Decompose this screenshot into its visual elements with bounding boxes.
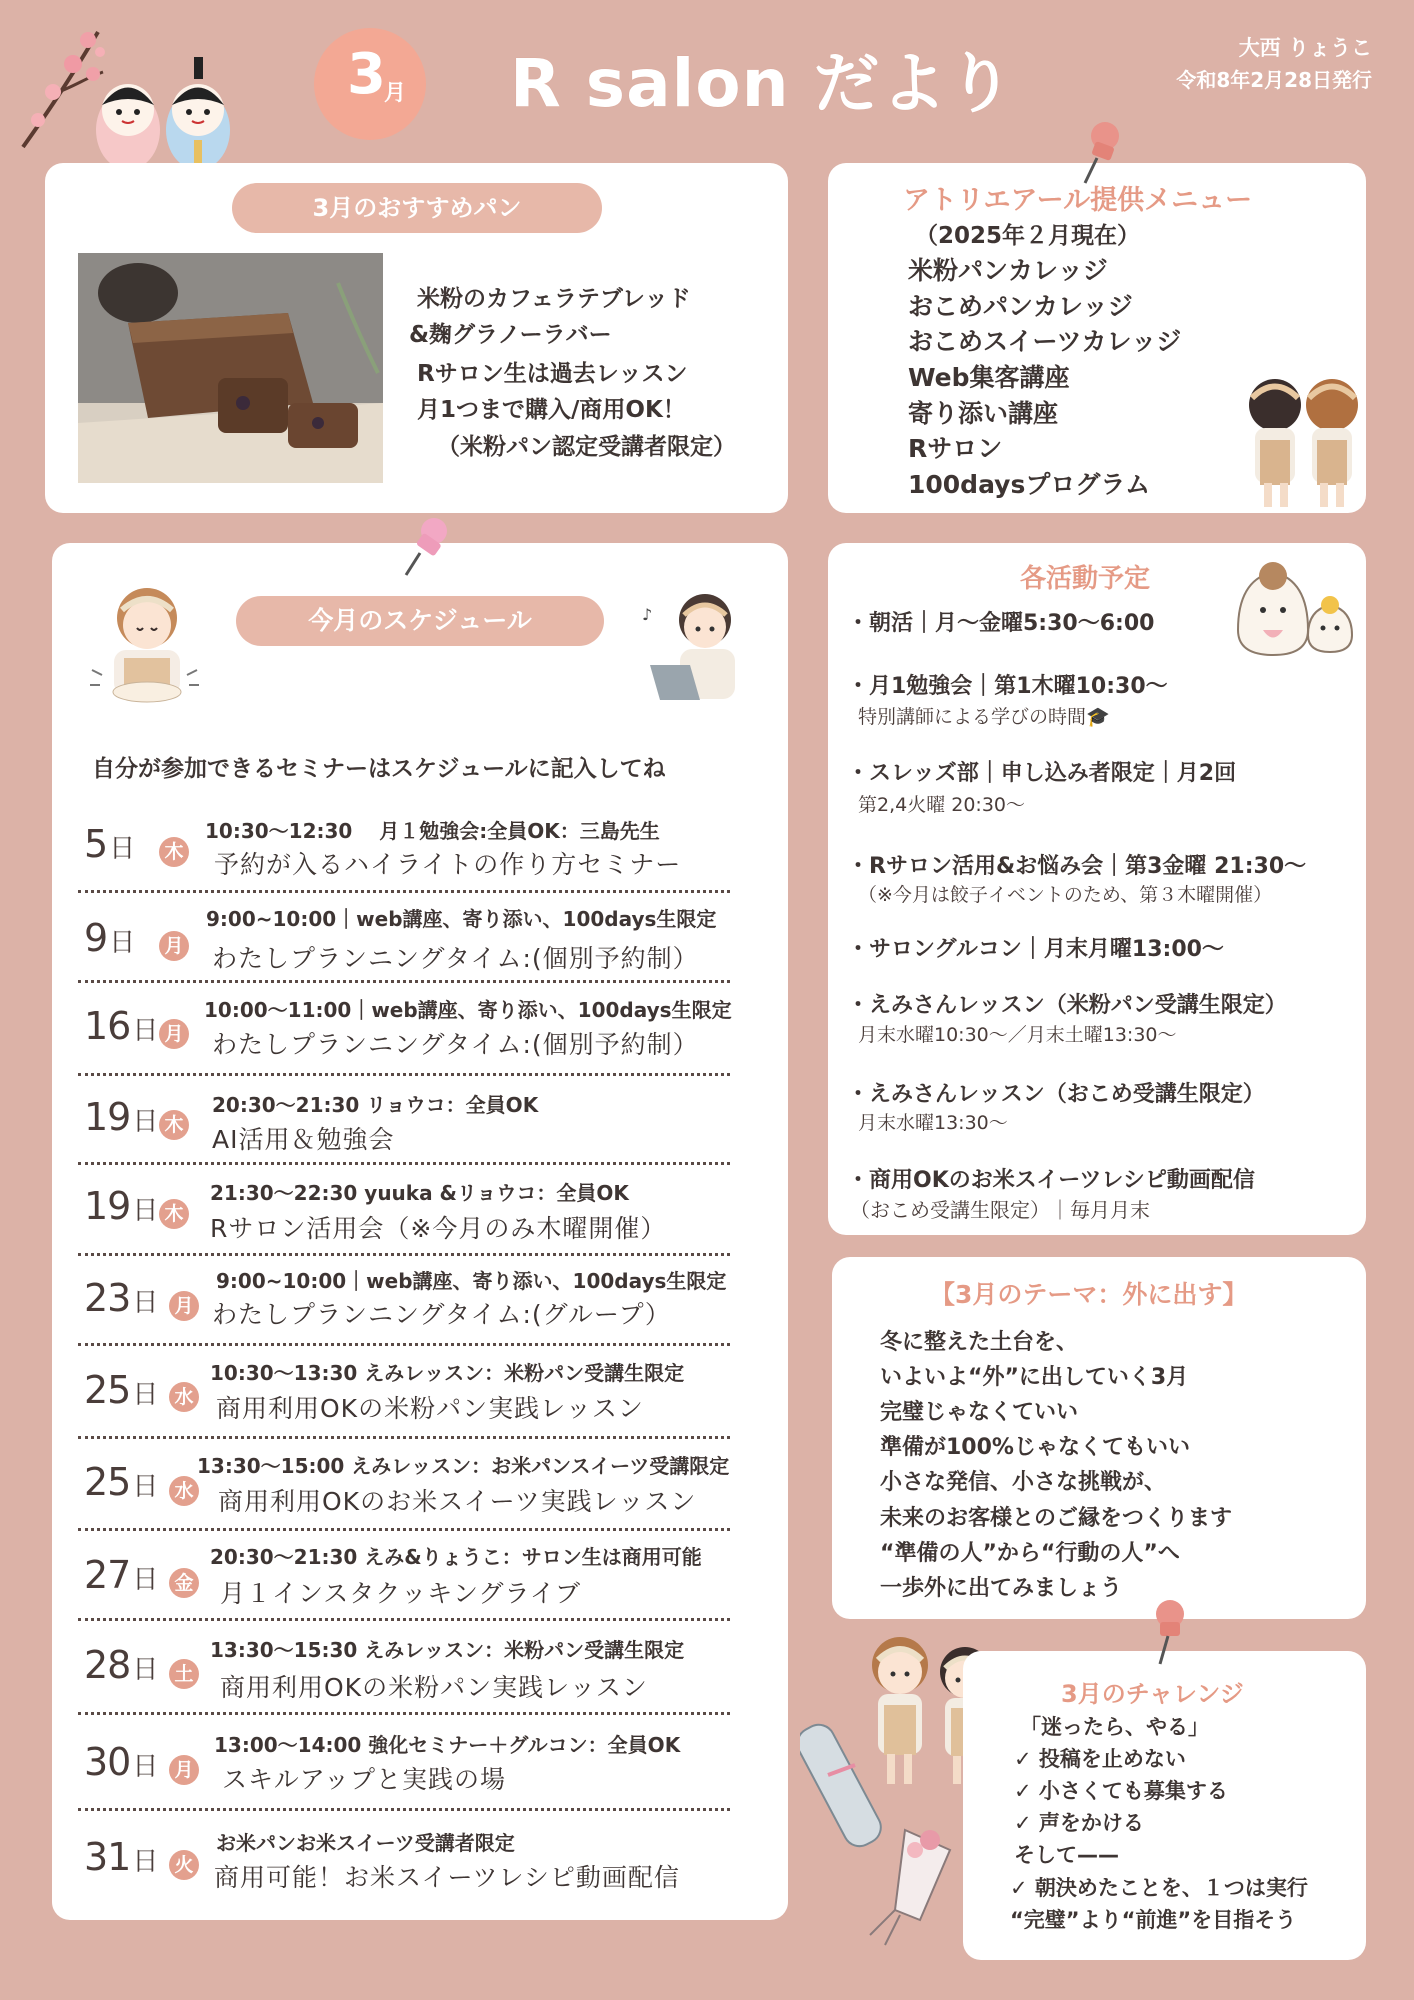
weekday-badge: 月 <box>159 931 189 961</box>
menu-item: 100daysプログラム <box>908 470 1151 499</box>
activity-item: ・朝活｜月〜金曜5:30〜6:00 <box>847 611 1155 636</box>
schedule-header: 10:00〜11:00｜web講座、寄り添い、100days生限定 <box>204 998 732 1022</box>
activity-item: ・商用OKのお米スイーツレシピ動画配信 <box>847 1168 1255 1193</box>
theme-line: 冬に整えた土台を、 <box>880 1330 1079 1355</box>
weekday-badge: 金 <box>169 1568 199 1598</box>
schedule-title: わたしプランニングタイム:(個別予約制） <box>212 944 699 973</box>
divider <box>78 1618 730 1621</box>
divider <box>78 1253 730 1256</box>
schedule-title: わたしプランニングタイム:(個別予約制） <box>212 1030 699 1059</box>
recommend-card <box>45 163 788 513</box>
challenge-line: ✓ 小さくても募集する <box>1014 1779 1228 1803</box>
schedule-day: 9日 <box>84 916 135 960</box>
activity-sub: （おこめ受講生限定）｜毎月月末 <box>850 1198 1150 1222</box>
schedule-header: お米パンお米スイーツ受講者限定 <box>216 1831 515 1855</box>
divider <box>78 1073 730 1076</box>
weekday-badge: 火 <box>169 1850 199 1880</box>
schedule-title: 商用可能！お米スイーツレシピ動画配信 <box>214 1863 680 1892</box>
schedule-day: 5日 <box>84 822 135 866</box>
schedule-header: 10:30〜13:30 えみレッスン：米粉パン受講生限定 <box>210 1361 685 1385</box>
month-badge <box>314 28 426 140</box>
weekday-badge: 水 <box>169 1476 199 1506</box>
menu-item: Web集客講座 <box>908 363 1070 392</box>
schedule-header: 20:30〜21:30 えみ&りょうこ：サロン生は商用可能 <box>210 1545 702 1569</box>
divider <box>78 1162 730 1165</box>
schedule-header: 20:30〜21:30 リョウコ：全員OK <box>212 1093 539 1117</box>
schedule-title: 月１インスタクッキングライブ <box>220 1579 582 1608</box>
divider <box>78 1436 730 1439</box>
pushpin-pink-icon <box>398 515 453 580</box>
svg-text:♪: ♪ <box>642 605 653 624</box>
schedule-title: 予約が入るハイライトの作り方セミナー <box>214 850 682 879</box>
schedule-title: 商用利用OKのお米スイーツ実践レッスン <box>218 1487 697 1516</box>
schedule-day: 25日 <box>84 1368 158 1412</box>
recommend-line: （米粉パン認定受講者限定） <box>437 434 736 460</box>
month-number: 3 <box>347 42 386 107</box>
schedule-title: 商用利用OKの米粉パン実践レッスン <box>220 1673 648 1702</box>
recommend-line: &麹グラノーラバー <box>409 322 612 348</box>
schedule-day: 27日 <box>84 1553 158 1597</box>
laptop-girl-illustration <box>640 585 750 715</box>
challenge-line: ✓ 声をかける <box>1014 1811 1144 1835</box>
page-title: R salon だより <box>510 45 1015 122</box>
weekday-badge: 月 <box>159 1019 189 1049</box>
recommend-line: 月1つまで購入/商用OK！ <box>417 397 686 423</box>
theme-line: 一歩外に出てみましょう <box>880 1576 1123 1601</box>
schedule-day: 30日 <box>84 1740 158 1784</box>
activity-sub: 月末水曜13:30〜 <box>858 1112 1008 1134</box>
weekday-badge: 月 <box>169 1291 199 1321</box>
challenge-line: ✓ 朝決めたことを、１つは実行 <box>1010 1876 1308 1900</box>
schedule-heading: 今月のスケジュール <box>236 596 604 646</box>
activity-sub: （※今月は餃子イベントのため、第３木曜開催） <box>858 884 1273 906</box>
divider <box>78 890 730 893</box>
menu-as-of: （2025年２月現在） <box>915 223 1141 249</box>
activity-item: ・月1勉強会｜第1木曜10:30〜 <box>847 674 1168 699</box>
schedule-header: 9:00~10:00｜web講座、寄り添い、100days生限定 <box>216 1269 727 1293</box>
pushpin-salmon-icon <box>1140 1598 1190 1668</box>
rolling-pin-bouquet-illustration <box>800 1700 970 1950</box>
weekday-badge: 木 <box>159 1110 189 1140</box>
schedule-header: 10:30〜12:30 月１勉強会:全員OK：三島先生 <box>205 819 660 843</box>
activities-heading: 各活動予定 <box>1020 564 1151 594</box>
divider <box>78 1712 730 1715</box>
weekday-badge: 木 <box>159 837 189 867</box>
issue-date: 令和8年2月28日発行 <box>1176 68 1372 92</box>
challenge-line: 「迷ったら、やる」 <box>1020 1715 1209 1739</box>
weekday-badge: 木 <box>159 1199 189 1229</box>
month-suffix: 月 <box>384 81 407 106</box>
activity-item: ・サロングルコン｜月末月曜13:00〜 <box>847 937 1224 962</box>
recommend-heading: 3月のおすすめパン <box>232 183 602 233</box>
divider <box>78 1808 730 1811</box>
activity-item: ・えみさんレッスン（おこめ受講生限定） <box>847 1082 1265 1107</box>
schedule-title: AI活用＆勉強会 <box>212 1125 395 1154</box>
menu-item: おこめスイーツカレッジ <box>908 327 1182 356</box>
schedule-header: 13:30〜15:00 えみレッスン：お米パンスイーツ受講限定 <box>197 1454 730 1478</box>
schedule-title: 商用利用OKの米粉パン実践レッスン <box>216 1394 644 1423</box>
schedule-title: Rサロン活用会（※今月のみ木曜開催） <box>210 1214 667 1243</box>
menu-item: おこめパンカレッジ <box>908 292 1133 321</box>
theme-line: 完璧じゃなくていい <box>880 1400 1079 1425</box>
weekday-badge: 月 <box>169 1755 199 1785</box>
schedule-title: スキルアップと実践の場 <box>222 1765 507 1794</box>
schedule-day: 25日 <box>84 1460 158 1504</box>
menu-item: 寄り添い講座 <box>908 399 1059 428</box>
schedule-day: 23日 <box>84 1276 158 1320</box>
challenge-heading: 3月のチャレンジ <box>1061 1680 1244 1708</box>
activity-sub: 第2,4火曜 20:30〜 <box>858 794 1026 816</box>
theme-line: “準備の人”から“行動の人”へ <box>880 1541 1180 1566</box>
menu-item: 米粉パンカレッジ <box>908 256 1108 285</box>
weekday-badge: 水 <box>169 1382 199 1412</box>
divider <box>78 1528 730 1531</box>
schedule-day: 28日 <box>84 1643 158 1687</box>
activity-sub: 月末水曜10:30〜／月末土曜13:30〜 <box>858 1024 1177 1046</box>
schedule-header: 13:30〜15:30 えみレッスン：米粉パン受講生限定 <box>210 1638 685 1662</box>
menu-heading: アトリエアール提供メニュー <box>903 185 1253 216</box>
schedule-day: 16日 <box>84 1004 158 1048</box>
activity-sub: 特別講師による学びの時間🎓 <box>858 706 1110 728</box>
bread-photo <box>78 253 383 483</box>
schedule-day: 19日 <box>84 1184 158 1228</box>
baker-girl-illustration <box>82 580 212 710</box>
divider <box>78 980 730 983</box>
divider <box>78 1343 730 1346</box>
schedule-header: 21:30〜22:30 yuuka &リョウコ：全員OK <box>210 1181 629 1205</box>
menu-item: Rサロン <box>908 434 1003 463</box>
rice-ball-characters-illustration <box>1228 560 1358 665</box>
schedule-instruction: 自分が参加できるセミナーはスケジュールに記入してね <box>92 756 666 782</box>
author-name: 大西 りょうこ <box>1238 36 1372 60</box>
theme-line: 準備が100%じゃなくてもいい <box>880 1435 1190 1460</box>
activity-item: ・Rサロン活用&お悩み会｜第3金曜 21:30〜 <box>847 854 1307 879</box>
activity-item: ・えみさんレッスン（米粉パン受講生限定） <box>847 993 1287 1018</box>
weekday-badge: 土 <box>169 1659 199 1689</box>
challenge-line: ✓ 投稿を止めない <box>1014 1747 1186 1771</box>
theme-line: 小さな発信、小さな挑戦が、 <box>880 1470 1167 1495</box>
schedule-day: 19日 <box>84 1095 158 1139</box>
activity-item: ・スレッズ部｜申し込み者限定｜月2回 <box>847 761 1237 786</box>
theme-line: いよいよ“外”に出していく3月 <box>880 1365 1189 1390</box>
challenge-line: そして—— <box>1014 1843 1119 1867</box>
theme-heading: 【3月のテーマ：外に出す】 <box>930 1280 1248 1309</box>
schedule-header: 9:00~10:00｜web講座、寄り添い、100days生限定 <box>206 907 717 931</box>
two-girls-illustration <box>1240 370 1365 510</box>
schedule-day: 31日 <box>84 1835 158 1879</box>
challenge-line: “完璧”より“前進”を目指そう <box>1010 1908 1297 1932</box>
recommend-line: Rサロン生は過去レッスン <box>417 361 688 387</box>
hina-dolls-icon <box>88 55 238 175</box>
schedule-title: わたしプランニングタイム:(グループ） <box>212 1300 671 1329</box>
schedule-header: 13:00〜14:00 強化セミナー＋グルコン：全員OK <box>214 1733 681 1757</box>
recommend-line: 米粉のカフェラテブレッド <box>417 286 691 312</box>
theme-line: 未来のお客様とのご縁をつくります <box>880 1506 1233 1531</box>
